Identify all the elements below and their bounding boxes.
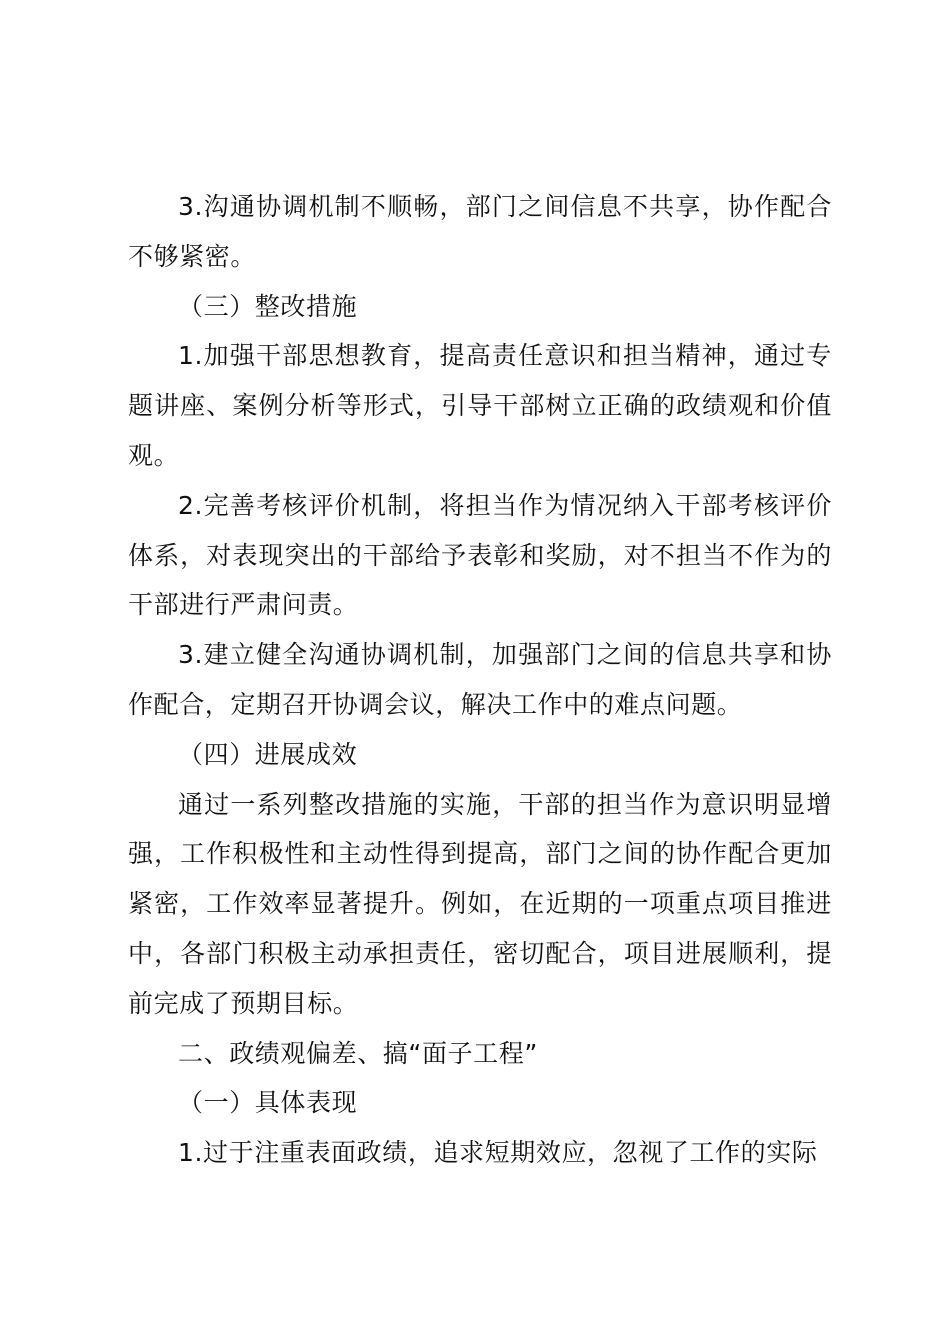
paragraph-progress: 通过一系列整改措施的实施，干部的担当作为意识明显增强，工作积极性和主动性得到提高，部门之间的协作配合更加紧密，工作效率显著提升。例如，在近期的一项重点项目推进中，各部门积极主动承担责任，密切配合，项目进展顺利，提前完成了预期目标。 [128,789,832,1018]
section-heading-rectification-measures: （三）整改措施 [178,291,358,321]
paragraph-manifestation-1: 1.过于注重表面政绩，追求短期效应，忽视了工作的实际 [178,1138,818,1168]
paragraph-communication-issue: 3.沟通协调机制不顺畅，部门之间信息不共享，协作配合不够紧密。 [128,192,832,271]
document-page [128,182,832,1178]
paragraph-measure-2: 2.完善考核评价机制，将担当作为情况纳入干部考核评价体系，对表现突出的干部给予表彰和奖励，对不担当不作为的干部进行严肃问责。 [128,490,832,620]
paragraph-measure-1: 1.加强干部思想教育，提高责任意识和担当精神，通过专题讲座、案例分析等形式，引导干部树立正确的政绩观和价值观。 [128,341,832,470]
paragraph-measure-3: 3.建立健全沟通协调机制，加强部门之间的信息共享和协作配合，定期召开协调会议，解决工作中的难点问题。 [128,640,832,719]
section-heading-progress: （四）进展成效 [178,739,358,769]
section-heading-specific-manifestations: （一）具体表现 [178,1088,358,1118]
section-heading-part-two: 二、政绩观偏差、搞“面子工程” [178,1038,538,1068]
